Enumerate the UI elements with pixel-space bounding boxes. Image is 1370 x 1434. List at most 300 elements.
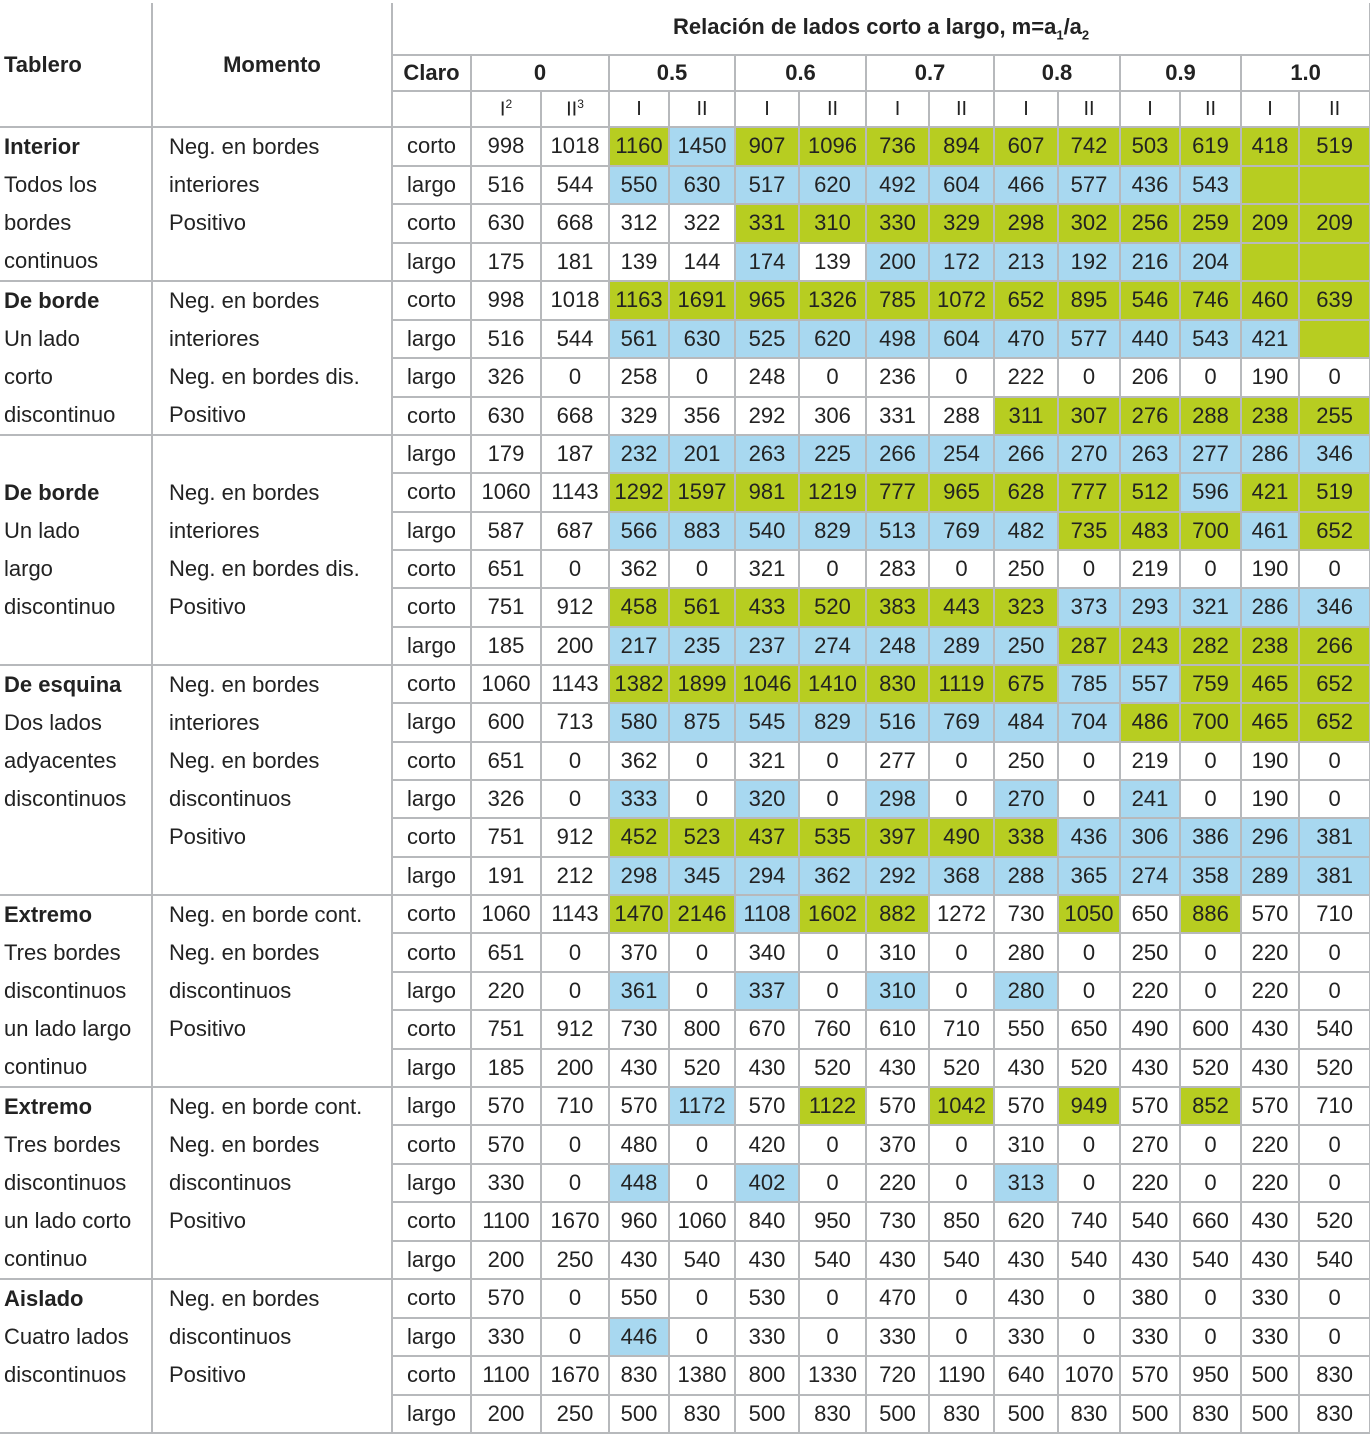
value-cell: 0 <box>541 550 609 588</box>
value-cell: 238 <box>1241 397 1299 436</box>
value-cell: 483 <box>1120 512 1180 550</box>
value-cell: 310 <box>994 1125 1058 1163</box>
value-cell: 500 <box>866 1395 929 1434</box>
value-cell: 370 <box>609 933 669 971</box>
value-cell: 0 <box>669 742 735 780</box>
claro-cell: largo <box>392 320 471 359</box>
value-cell: 0 <box>669 1279 735 1318</box>
value-cell: 329 <box>929 204 994 243</box>
value-cell <box>1299 243 1370 282</box>
value-cell: 370 <box>866 1125 929 1163</box>
ratio-header: 0.7 <box>866 55 994 91</box>
ratio-header: 0.8 <box>994 55 1120 91</box>
value-cell: 0 <box>929 1164 994 1202</box>
claro-cell: largo <box>392 512 471 550</box>
value-cell: 1292 <box>609 473 669 511</box>
claro-cell: corto <box>392 473 471 511</box>
value-cell: 323 <box>994 588 1058 626</box>
value-cell: 237 <box>735 627 799 665</box>
table-row <box>0 281 1370 320</box>
value-cell: 321 <box>735 742 799 780</box>
value-cell: 0 <box>1299 933 1370 971</box>
tablero-cell: De borde Un lado largo discontinuo <box>0 435 152 665</box>
value-cell: 1602 <box>799 895 866 933</box>
value-cell: 192 <box>1058 243 1120 282</box>
value-cell: 276 <box>1120 397 1180 436</box>
value-cell: 0 <box>1299 550 1370 588</box>
claro-cell: largo <box>392 435 471 473</box>
value-cell: 610 <box>866 1010 929 1048</box>
value-cell: 1670 <box>541 1202 609 1240</box>
value-cell: 209 <box>1299 204 1370 243</box>
case-label: $I^2$ <box>471 91 541 127</box>
value-cell: 330 <box>1241 1279 1299 1318</box>
value-cell: 139 <box>799 243 866 282</box>
value-cell: 639 <box>1299 281 1370 320</box>
value-cell: 1018 <box>541 281 609 320</box>
value-cell: 543 <box>1180 320 1241 359</box>
value-cell: 220 <box>1241 1125 1299 1163</box>
table-row <box>0 1279 1370 1318</box>
value-cell: 402 <box>735 1164 799 1202</box>
value-cell: 0 <box>929 1125 994 1163</box>
value-cell: 1597 <box>669 473 735 511</box>
value-cell: 882 <box>866 895 929 933</box>
value-cell: 270 <box>1120 1125 1180 1163</box>
value-cell: 330 <box>994 1318 1058 1357</box>
value-cell: 566 <box>609 512 669 550</box>
claro-cell: corto <box>392 397 471 436</box>
value-cell: 191 <box>471 857 541 895</box>
value-cell: 720 <box>866 1356 929 1395</box>
value-cell: 270 <box>1058 435 1120 473</box>
value-cell: 0 <box>541 780 609 818</box>
value-cell: 751 <box>471 588 541 626</box>
value-cell: 250 <box>994 627 1058 665</box>
value-cell: 321 <box>1180 588 1241 626</box>
value-cell: 570 <box>471 1279 541 1318</box>
value-cell: 340 <box>735 933 799 971</box>
value-cell: 525 <box>735 320 799 359</box>
value-cell: 516 <box>471 166 541 205</box>
value-cell: 362 <box>609 550 669 588</box>
value-cell: 604 <box>929 166 994 205</box>
value-cell: 1070 <box>1058 1356 1120 1395</box>
value-cell: 769 <box>929 703 994 741</box>
value-cell: 241 <box>1120 780 1180 818</box>
value-cell: 225 <box>799 435 866 473</box>
value-cell: 331 <box>866 397 929 436</box>
claro-cell: corto <box>392 818 471 856</box>
ratio-header: 0.5 <box>609 55 735 91</box>
claro-cell: corto <box>392 1202 471 1240</box>
value-cell: 503 <box>1120 127 1180 166</box>
value-cell: 310 <box>799 204 866 243</box>
value-cell: 570 <box>994 1087 1058 1125</box>
value-cell: 190 <box>1241 780 1299 818</box>
value-cell: 330 <box>1120 1318 1180 1357</box>
value-cell: 0 <box>669 1125 735 1163</box>
value-cell: 0 <box>541 742 609 780</box>
value-cell: 520 <box>929 1049 994 1087</box>
value-cell: 544 <box>541 166 609 205</box>
value-cell: 307 <box>1058 397 1120 436</box>
value-cell: 0 <box>1299 742 1370 780</box>
value-cell: 280 <box>994 933 1058 971</box>
value-cell: 895 <box>1058 281 1120 320</box>
value-cell: 516 <box>866 703 929 741</box>
ratio-header: 0 <box>471 55 609 91</box>
value-cell: 292 <box>735 397 799 436</box>
value-cell: 0 <box>541 358 609 397</box>
value-cell: 430 <box>1120 1241 1180 1279</box>
value-cell: 1190 <box>929 1356 994 1395</box>
value-cell: 383 <box>866 588 929 626</box>
value-cell: 492 <box>866 166 929 205</box>
momento-cell: Neg. en bordes interiores Neg. en bordes dis. Positivo <box>152 435 392 665</box>
claro-cell: largo <box>392 1395 471 1434</box>
case-label: I <box>1120 91 1180 127</box>
value-cell: 883 <box>669 512 735 550</box>
value-cell: 0 <box>799 972 866 1010</box>
value-cell: 185 <box>471 627 541 665</box>
value-cell: 630 <box>669 166 735 205</box>
value-cell: 302 <box>1058 204 1120 243</box>
value-cell: 430 <box>609 1049 669 1087</box>
value-cell: 470 <box>866 1279 929 1318</box>
value-cell: 830 <box>609 1356 669 1395</box>
value-cell: 250 <box>541 1395 609 1434</box>
value-cell: 1382 <box>609 665 669 703</box>
value-cell: 949 <box>1058 1087 1120 1125</box>
value-cell: 430 <box>735 1049 799 1087</box>
claro-cell: largo <box>392 627 471 665</box>
value-cell: 0 <box>799 780 866 818</box>
claro-cell: corto <box>392 204 471 243</box>
momento-header: Momento <box>152 3 392 127</box>
value-cell: 286 <box>1241 435 1299 473</box>
claro-cell: largo <box>392 1318 471 1357</box>
value-cell: 550 <box>609 166 669 205</box>
value-cell: 0 <box>1180 358 1241 397</box>
value-cell: 421 <box>1241 320 1299 359</box>
value-cell: 830 <box>866 665 929 703</box>
claro-cell: corto <box>392 742 471 780</box>
value-cell: 436 <box>1120 166 1180 205</box>
value-cell: 0 <box>1299 1318 1370 1357</box>
value-cell: 607 <box>994 127 1058 166</box>
value-cell: 326 <box>471 780 541 818</box>
value-cell: 998 <box>471 127 541 166</box>
claro-cell: corto <box>392 895 471 933</box>
value-cell: 912 <box>541 818 609 856</box>
value-cell: 200 <box>541 1049 609 1087</box>
value-cell: 282 <box>1180 627 1241 665</box>
value-cell: 0 <box>1180 1125 1241 1163</box>
value-cell: 0 <box>799 550 866 588</box>
value-cell: 248 <box>866 627 929 665</box>
value-cell: 330 <box>1241 1318 1299 1357</box>
case-label: I <box>866 91 929 127</box>
value-cell: 270 <box>994 780 1058 818</box>
value-cell: 651 <box>471 550 541 588</box>
value-cell: 777 <box>1058 473 1120 511</box>
value-cell: 381 <box>1299 818 1370 856</box>
tablero-cell: De borde Un lado corto discontinuo <box>0 281 152 435</box>
value-cell: 200 <box>866 243 929 282</box>
tablero-cell: Extremo Tres bordes discontinuos un lado largo continuo <box>0 895 152 1087</box>
value-cell: 513 <box>866 512 929 550</box>
value-cell: 550 <box>994 1010 1058 1048</box>
value-cell: 331 <box>735 204 799 243</box>
value-cell: 0 <box>929 933 994 971</box>
value-cell: 500 <box>994 1395 1058 1434</box>
claro-cell: corto <box>392 588 471 626</box>
value-cell: 600 <box>1180 1010 1241 1048</box>
value-cell: 628 <box>994 473 1058 511</box>
value-cell: 1326 <box>799 281 866 320</box>
table-row <box>0 435 1370 473</box>
value-cell: 280 <box>994 972 1058 1010</box>
value-cell: 523 <box>669 818 735 856</box>
value-cell: 190 <box>1241 550 1299 588</box>
value-cell: 0 <box>1180 1279 1241 1318</box>
claro-header: Claro <box>392 55 471 91</box>
claro-cell: corto <box>392 665 471 703</box>
value-cell: 730 <box>609 1010 669 1048</box>
value-cell: 274 <box>799 627 866 665</box>
value-cell: 356 <box>669 397 735 436</box>
value-cell: 222 <box>994 358 1058 397</box>
value-cell: 519 <box>1299 127 1370 166</box>
value-cell: 0 <box>1180 780 1241 818</box>
value-cell: 490 <box>1120 1010 1180 1048</box>
value-cell: 498 <box>866 320 929 359</box>
value-cell: 436 <box>1058 818 1120 856</box>
value-cell: 0 <box>1058 1318 1120 1357</box>
value-cell: 1060 <box>471 473 541 511</box>
value-cell: 346 <box>1299 435 1370 473</box>
value-cell: 0 <box>1180 550 1241 588</box>
value-cell: 294 <box>735 857 799 895</box>
claro-cell: largo <box>392 780 471 818</box>
value-cell: 440 <box>1120 320 1180 359</box>
value-cell: 596 <box>1180 473 1241 511</box>
value-cell: 1410 <box>799 665 866 703</box>
claro-cell: corto <box>392 1125 471 1163</box>
value-cell: 288 <box>929 397 994 436</box>
value-cell: 540 <box>1120 1202 1180 1240</box>
value-cell: 1060 <box>669 1202 735 1240</box>
value-cell: 751 <box>471 1010 541 1048</box>
value-cell: 298 <box>994 204 1058 243</box>
value-cell: 330 <box>471 1164 541 1202</box>
value-cell: 361 <box>609 972 669 1010</box>
claro-cell: largo <box>392 243 471 282</box>
value-cell: 1100 <box>471 1356 541 1395</box>
value-cell: 540 <box>1299 1010 1370 1048</box>
value-cell: 430 <box>1241 1241 1299 1279</box>
value-cell: 600 <box>471 703 541 741</box>
value-cell: 201 <box>669 435 735 473</box>
value-cell: 500 <box>1120 1395 1180 1434</box>
value-cell: 1670 <box>541 1356 609 1395</box>
value-cell: 651 <box>471 933 541 971</box>
value-cell: 730 <box>994 895 1058 933</box>
value-cell: 0 <box>929 1279 994 1318</box>
momento-cell: Neg. en bordes discontinuos Positivo <box>152 1279 392 1433</box>
value-cell: 0 <box>541 1125 609 1163</box>
value-cell: 960 <box>609 1202 669 1240</box>
claro-cell: largo <box>392 972 471 1010</box>
value-cell: 580 <box>609 703 669 741</box>
value-cell: 446 <box>609 1318 669 1357</box>
value-cell: 0 <box>1299 1125 1370 1163</box>
value-cell: 998 <box>471 281 541 320</box>
value-cell: 570 <box>1241 1087 1299 1125</box>
value-cell: 430 <box>994 1241 1058 1279</box>
value-cell: 430 <box>866 1241 929 1279</box>
value-cell: 0 <box>1299 780 1370 818</box>
value-cell: 0 <box>1058 933 1120 971</box>
value-cell: 630 <box>471 204 541 243</box>
value-cell: 362 <box>799 857 866 895</box>
value-cell: 577 <box>1058 320 1120 359</box>
tablero-cell: Aislado Cuatro lados discontinuos <box>0 1279 152 1433</box>
value-cell: 687 <box>541 512 609 550</box>
value-cell <box>1241 166 1299 205</box>
value-cell: 200 <box>471 1395 541 1434</box>
value-cell: 326 <box>471 358 541 397</box>
value-cell: 769 <box>929 512 994 550</box>
value-cell: 730 <box>866 1202 929 1240</box>
value-cell: 274 <box>1120 857 1180 895</box>
value-cell: 185 <box>471 1049 541 1087</box>
value-cell: 289 <box>1241 857 1299 895</box>
value-cell: 604 <box>929 320 994 359</box>
value-cell: 1143 <box>541 665 609 703</box>
value-cell: 430 <box>1120 1049 1180 1087</box>
value-cell: 652 <box>1299 703 1370 741</box>
value-cell: 630 <box>669 320 735 359</box>
value-cell: 965 <box>735 281 799 320</box>
momento-cell: Neg. en borde cont. Neg. en bordes discontinuos Positivo <box>152 895 392 1087</box>
value-cell: 557 <box>1120 665 1180 703</box>
value-cell: 1163 <box>609 281 669 320</box>
value-cell: 1100 <box>471 1202 541 1240</box>
value-cell: 486 <box>1120 703 1180 741</box>
value-cell: 200 <box>541 627 609 665</box>
value-cell: 212 <box>541 857 609 895</box>
value-cell: 306 <box>799 397 866 436</box>
value-cell: 0 <box>541 933 609 971</box>
value-cell: 500 <box>735 1395 799 1434</box>
value-cell: 430 <box>609 1241 669 1279</box>
value-cell: 561 <box>669 588 735 626</box>
value-cell: 311 <box>994 397 1058 436</box>
value-cell: 306 <box>1120 818 1180 856</box>
value-cell: 517 <box>735 166 799 205</box>
value-cell: 544 <box>541 320 609 359</box>
value-cell: 430 <box>735 1241 799 1279</box>
value-cell: 652 <box>1299 512 1370 550</box>
value-cell: 368 <box>929 857 994 895</box>
claro-cell: largo <box>392 1049 471 1087</box>
value-cell: 0 <box>1299 358 1370 397</box>
value-cell: 912 <box>541 1010 609 1048</box>
value-cell: 0 <box>929 550 994 588</box>
value-cell: 520 <box>669 1049 735 1087</box>
value-cell: 263 <box>1120 435 1180 473</box>
value-cell: 829 <box>799 703 866 741</box>
value-cell: 950 <box>1180 1356 1241 1395</box>
value-cell: 243 <box>1120 627 1180 665</box>
momento-cell: Neg. en bordes interiores Positivo <box>152 127 392 281</box>
value-cell: 277 <box>1180 435 1241 473</box>
value-cell: 144 <box>669 243 735 282</box>
value-cell: 187 <box>541 435 609 473</box>
value-cell: 330 <box>866 204 929 243</box>
value-cell: 0 <box>799 742 866 780</box>
value-cell: 397 <box>866 818 929 856</box>
value-cell: 220 <box>1241 1164 1299 1202</box>
value-cell: 333 <box>609 780 669 818</box>
value-cell: 204 <box>1180 243 1241 282</box>
value-cell: 652 <box>1299 665 1370 703</box>
value-cell <box>1299 320 1370 359</box>
value-cell: 1060 <box>471 895 541 933</box>
value-cell: 250 <box>994 550 1058 588</box>
value-cell: 386 <box>1180 818 1241 856</box>
value-cell: 181 <box>541 243 609 282</box>
value-cell: 530 <box>735 1279 799 1318</box>
case-label: II <box>1180 91 1241 127</box>
value-cell: 0 <box>669 933 735 971</box>
value-cell: 668 <box>541 397 609 436</box>
value-cell: 570 <box>1241 895 1299 933</box>
value-cell: 577 <box>1058 166 1120 205</box>
value-cell: 248 <box>735 358 799 397</box>
value-cell: 0 <box>1180 1164 1241 1202</box>
value-cell: 346 <box>1299 588 1370 626</box>
value-cell: 220 <box>1241 972 1299 1010</box>
value-cell: 540 <box>669 1241 735 1279</box>
value-cell: 452 <box>609 818 669 856</box>
value-cell: 0 <box>799 358 866 397</box>
value-cell: 1050 <box>1058 895 1120 933</box>
value-cell: 540 <box>929 1241 994 1279</box>
value-cell: 830 <box>1180 1395 1241 1434</box>
value-cell: 670 <box>735 1010 799 1048</box>
value-cell: 220 <box>471 972 541 1010</box>
value-cell: 1042 <box>929 1087 994 1125</box>
value-cell: 700 <box>1180 512 1241 550</box>
value-cell: 0 <box>669 1164 735 1202</box>
claro-cell: largo <box>392 166 471 205</box>
value-cell: 292 <box>866 857 929 895</box>
value-cell: 500 <box>609 1395 669 1434</box>
table-row <box>0 665 1370 703</box>
value-cell: 209 <box>1241 204 1299 243</box>
value-cell: 216 <box>1120 243 1180 282</box>
value-cell: 700 <box>1180 703 1241 741</box>
value-cell: 235 <box>669 627 735 665</box>
value-cell: 298 <box>866 780 929 818</box>
value-cell: 570 <box>471 1125 541 1163</box>
value-cell: 777 <box>866 473 929 511</box>
value-cell: 620 <box>994 1202 1058 1240</box>
value-cell: 310 <box>866 933 929 971</box>
